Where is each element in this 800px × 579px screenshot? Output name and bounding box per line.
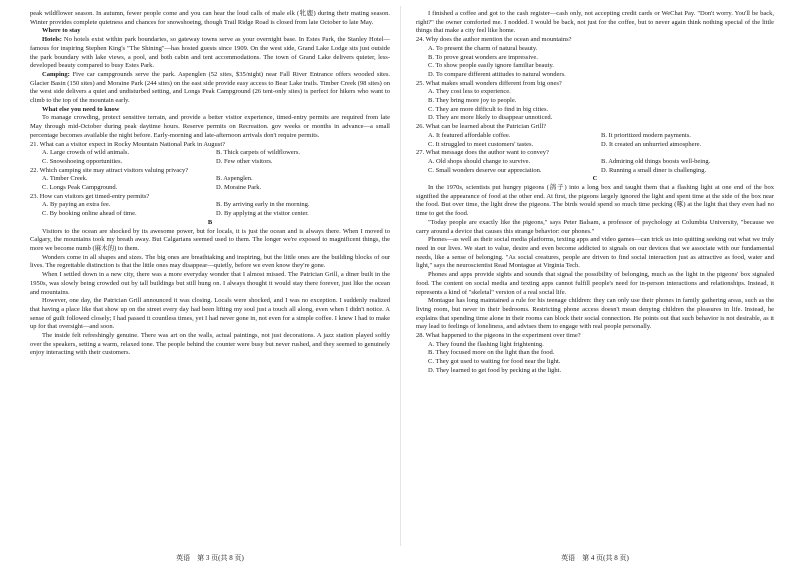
option[interactable]: C. They got used to waiting for food near the light.: [428, 358, 561, 366]
option[interactable]: D. Moraine Park.: [216, 184, 262, 192]
options-row: [30, 184, 390, 193]
paragraph: Visitors to the ocean are shocked by its awesome power, but for locals, it is just the ocean and is always there. When I moved to Calgary, the mountains took my breath away. But Calgarians seemed used to them. The longer we're exposed to magnificent things, the more we become numb (麻木的) to them.: [30, 227, 390, 252]
paragraph: The inside felt refreshingly genuine. There was art on the walls, actual paintings, not just decorations. A jazz station played softly over the speakers, setting a warm, relaxed tone. The people behind the counter were busy but never rushed, and they seemed to genuinely enjoy interacting with their customers.: [30, 332, 390, 357]
paragraph: [30, 71, 390, 106]
page-footer-right: 英语 第 4 页(共 8 页): [561, 554, 629, 562]
question-27: 27. What message does the author want to convey?: [416, 149, 549, 157]
section-letter-c: C: [592, 175, 598, 183]
option[interactable]: D. It created an unhurried atmosphere.: [601, 140, 702, 148]
option[interactable]: B. Admiring old things boosts well-being.: [601, 157, 711, 165]
option[interactable]: C. To show people easily ignore familiar beauty.: [428, 62, 554, 70]
paragraph: peak wildflower season. In autumn, fewer people come and you can hear the loud calls of male elk (牝鹿) during their mating season. Winter provides complete quietness and chances for snowshoeing, though Trail Ridge Road is closed from late October to late May.: [30, 10, 390, 26]
paragraph: In the 1970s, scientists put hungry pigeons (鸽子) into a long box and taught them that a flashing light at one end of the box signified the appearance of food at the other end. At first, the pigeons largely ignored the light and spent time at the side of the box near the food. But over time, the light drew the pigeons. The birds would spend so much time pecking (啄) at the light that they even had no time to get the food.: [416, 184, 774, 218]
left-column: [30, 10, 390, 358]
option[interactable]: A. Old shops should change to survive.: [428, 157, 531, 165]
page-footer-left: 英语 第 3 页(共 8 页): [176, 554, 244, 562]
option[interactable]: C. It struggled to meet customers' tastes.: [428, 140, 534, 148]
question-26: 26. What can be learned about the Patrician Grill?: [416, 123, 547, 131]
question-22: 22. Which camping site may attract visitors valuing privacy?: [30, 166, 189, 174]
paragraph: Montague has long maintained a rule for his teenage children: they can only use their phones in family gathering areas, such as the living room, but never in their bedrooms. Restricting phone access doesn't mean denying children the pleasures in life. Instead, he explains that spending time alone in their rooms can block their social connection. He points out that such behavior is not desirable, as it may lead to feelings of loneliness, and advises them to engage with real people personally.: [416, 297, 774, 331]
option[interactable]: D. To compare different attitudes to natural wonders.: [428, 70, 566, 78]
section-letter-b: B: [207, 218, 213, 226]
option[interactable]: B. By arriving early in the morning.: [216, 201, 310, 209]
options-row: [30, 201, 390, 210]
paragraph: Wonders come in all shapes and sizes. The big ones are breathtaking and inspiring, but the little ones are the building blocks of our lives. The regrettable distinction is that the little ones may disappear—quietly, before we even know they're gone.: [30, 253, 390, 270]
question-21: 21. What can a visitor expect in Rocky Mountain National Park in August?: [30, 140, 226, 148]
paragraph: I finished a coffee and got to the cash register—cash only, not accepting credit cards or WeChat Pay. "Don't worry. You'll be back, right?" the owner comforted me. I nodded. I would be back, not just for the coffee, but to never again think nothing special of the little things that make a city feel like home.: [416, 10, 774, 35]
option[interactable]: C. Small wonders deserve our appreciation.: [428, 166, 542, 174]
options-row: [30, 149, 390, 158]
text: No hotels exist within park boundaries, so gateway towns serve as your overnight base. In Estes Park, the Stanley Hotel—famous for inspiring Stephen King's "The Shining"—has hosted guests since 1909. On the west side, Grand Lake Lodge sits just outside the park boundary with lake views, a pool, and both cabin and tent accommodations. The town of Grand Lake delivers quieter, less-developed beauty compared to busy Estes Park.: [30, 36, 390, 70]
option[interactable]: B. It prioritized modern payments.: [601, 131, 691, 139]
right-column: [416, 10, 774, 376]
question-25: 25. What makes small wonders different from big ones?: [416, 79, 562, 87]
option[interactable]: A. Timber Creek.: [42, 175, 88, 183]
section-heading: Where to stay: [42, 27, 81, 35]
option[interactable]: A. It featured affordable coffee.: [428, 131, 511, 139]
option[interactable]: A. By paying an extra fee.: [42, 201, 111, 209]
option[interactable]: A. Large crowds of wild animals.: [42, 149, 130, 157]
paragraph: To manage crowding, protect sensitive terrain, and provide a better visitor experience, timed-entry permits are required from late May through mid-October during peak daytime hours. Reserve permits on Recreation. gov weeks or months in advance—a small percentage becomes available the night before. Early-morning and late-afternoon arrivals don't require permits.: [30, 114, 390, 139]
paragraph: "Today people are exactly like the pigeons," says Peter Balsam, a professor of psychology at Columbia University, "because we carry around a device that causes this strange behavior: our phones.": [416, 218, 774, 235]
option[interactable]: D. Running a small diner is challenging.: [601, 166, 707, 174]
option[interactable]: C. Snowshoeing opportunities.: [42, 157, 123, 165]
option[interactable]: D. They are more likely to disappear unnoticed.: [428, 114, 553, 122]
paragraph: Phones and apps provide sights and sounds that signal the possibility of belonging, much as the light in the pigeons' box signaled food. The content on social media and texting apps cannot fulfill people's need for in-person interactions and relationships. Instead, it represents a kind of "skeletal" version of a real social life.: [416, 271, 774, 296]
options-row: [416, 158, 774, 167]
text: Five car campgrounds serve the park. Aspenglen (52 sites, $35/night) near Fall River Entrance offers wooded sites. Glacier Basin (150 sites) and Moraine Park (244 sites) on the east side provide easy access to Bear Lake trails. Timber Creek (98 sites) on the west side delivers a quiet and undisturbed setting, and Longs Peak Campground (26 tent-only sites) is perfect for hikers who want to climb to the top of the mountain early.: [30, 70, 390, 105]
option[interactable]: C. By booking online ahead of time.: [42, 210, 137, 218]
option[interactable]: B. They bring more joy to people.: [428, 97, 517, 105]
paragraph: Phones—as well as their social media platforms, texting apps and video games—can trick us into quitting seeking out what we truly need in our lives. We start to value, desire and even become addicted to signals on our devices that we associate with our fundamental needs, like a sense of belonging. "As social creatures, people are driven to find social interaction just as attractive as food, water and light," says the neuroscientist Read Montague at Virginia Tech.: [416, 236, 774, 270]
paragraph: [30, 36, 390, 71]
option[interactable]: B. Thick carpets of wildflowers.: [216, 149, 300, 157]
paragraph: When I settled down in a new city, there was a more everyday wonder that I almost missed. The Patrician Grill, a diner built in the 1950s, was slowly being crowded out by tall buildings but still hung on. I always thought it would stay there forever, just like the ocean and mountains.: [30, 271, 390, 296]
section-heading: What else you need to know: [42, 105, 120, 113]
question-24: 24. Why does the author mention the ocean and mountains?: [416, 36, 572, 44]
option[interactable]: D. Few other visitors.: [216, 157, 273, 165]
options-row: [30, 210, 390, 219]
options-row: [416, 167, 774, 176]
options-row: [30, 158, 390, 167]
option[interactable]: D. By applying at the visitor center.: [216, 210, 309, 218]
question-28: 28. What happened to the pigeons in the experiment over time?: [416, 332, 581, 340]
label: Hotels:: [42, 36, 62, 44]
question-23: 23. How can visitors get timed-entry permits?: [30, 192, 150, 200]
column-divider: [400, 6, 401, 546]
label: Camping:: [42, 70, 70, 78]
paragraph: However, one day, the Patrician Grill announced it was closing. Locals were shocked, and I was no exception. I suddenly realized that having a place like that show up on the street every day had been lifting my soul just a touch all along, even when I didn't notice. A sense of guilt followed closely; I had passed it countless times, yet I had never gone in, not even for a simple coffee. I knew I had to make up for that oversight—and soon.: [30, 297, 390, 331]
options-row: [416, 141, 774, 150]
options-row: [30, 175, 390, 184]
option[interactable]: A. To present the charm of natural beauty.: [428, 44, 538, 52]
options-row: [416, 132, 774, 141]
option[interactable]: B. They focused more on the light than the food.: [428, 349, 555, 357]
option[interactable]: D. They learned to get food by pecking at the light.: [428, 366, 562, 374]
option[interactable]: C. They are more difficult to find in big cities.: [428, 105, 549, 113]
option[interactable]: A. They found the flashing light frightening.: [428, 340, 544, 348]
option[interactable]: C. Longs Peak Campground.: [42, 184, 118, 192]
option[interactable]: A. They cost less to experience.: [428, 88, 511, 96]
option[interactable]: B. To prove great wonders are impressive.: [428, 53, 538, 61]
option[interactable]: B. Aspenglen.: [216, 175, 253, 183]
